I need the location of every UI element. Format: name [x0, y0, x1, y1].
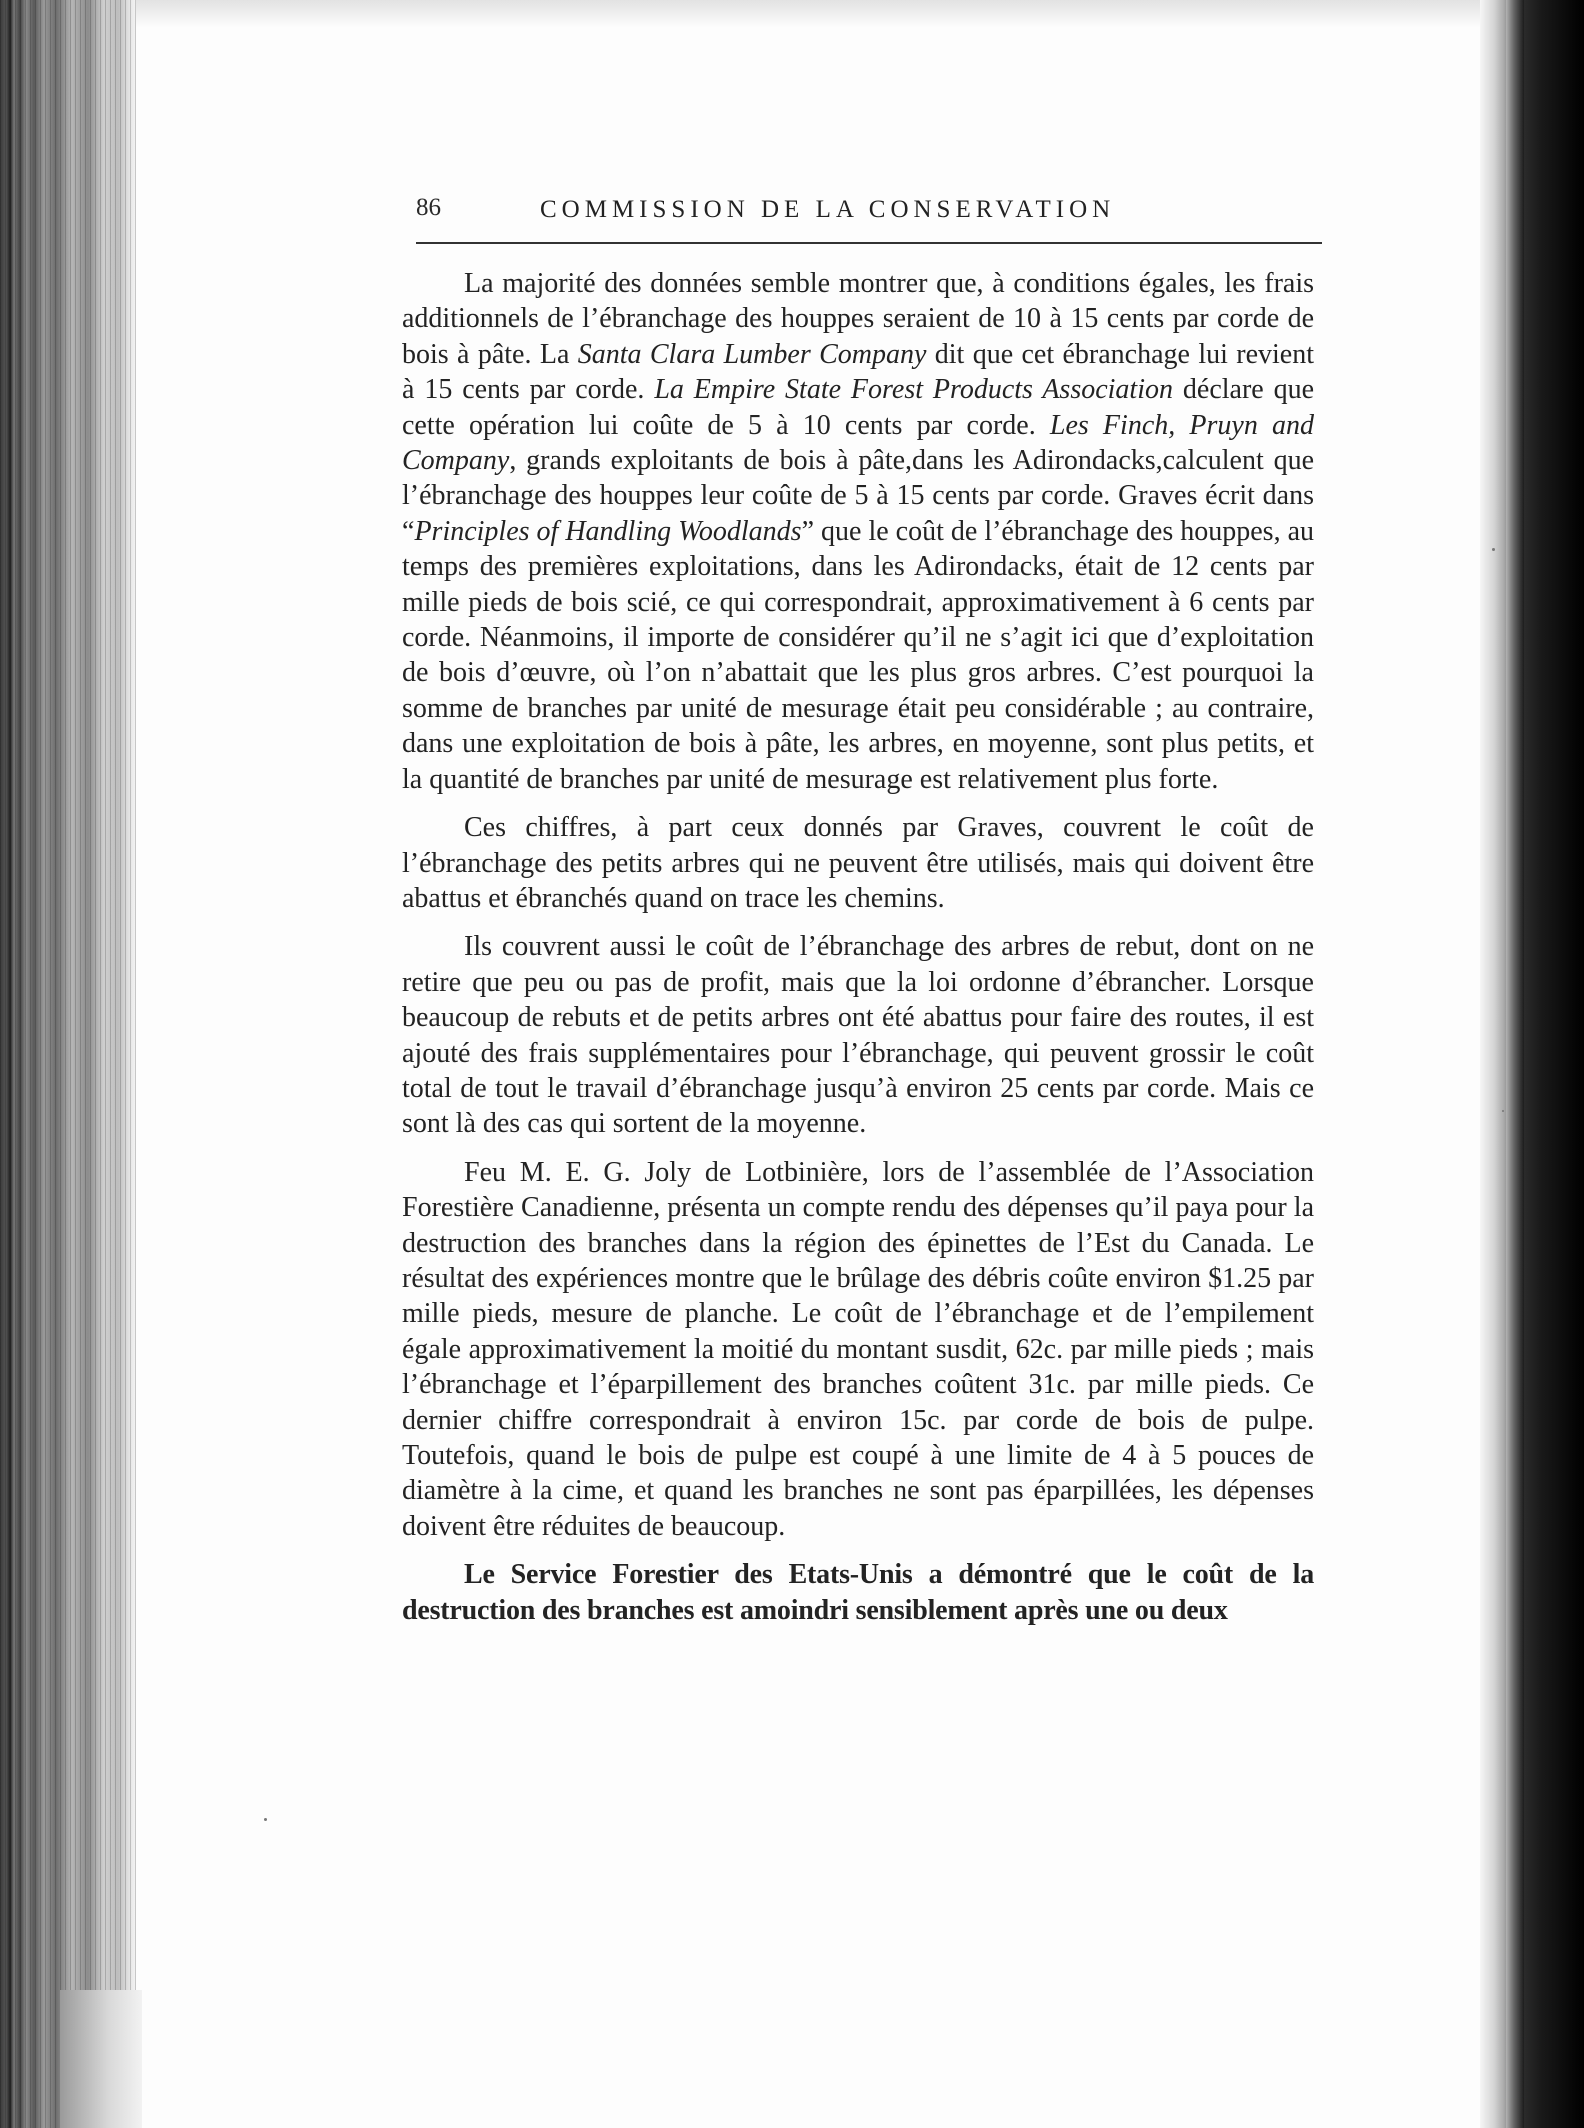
- header-rule: [416, 242, 1322, 244]
- page-stack-corner: [60, 1990, 142, 2128]
- right-page-edge: [1480, 0, 1584, 2128]
- paragraph-bold: [402, 1557, 1314, 1628]
- book-binding-edge: [0, 0, 136, 2128]
- italic-run: Les Finch, Pruyn and Company: [402, 409, 1314, 477]
- top-shadow: [136, 0, 1480, 28]
- running-title: COMMISSION DE LA CONSERVATION: [540, 196, 1116, 223]
- text-run: , grands exploitants de bois à pâte,dans les Adirondacks,calculent que l’ébranchage des houppes leur coûte de 5 à 15 cents par corde. Graves écrit dans “: [402, 445, 1314, 547]
- italic-run: Principles of Handling Woodlands: [414, 515, 802, 547]
- paragraph: [402, 929, 1314, 1141]
- text-run: Ils couvrent aussi le coût de l’ébranchage des arbres de rebut, dont on ne retire que peu ou pas de profit, mais que la loi ordonne d’ébrancher. Lorsque beaucoup de rebuts et de petits arbres ont été abattus pour faire des routes, il est ajouté des frais supplémentaires pour l’ébranchage, qui peuvent grossir le coût total de tout le travail d’ébranchage jusqu’à environ 25 cents par corde. Mais ce sont là des cas qui sortent de la moyenne.: [402, 931, 1314, 1140]
- page-number: 86: [416, 194, 441, 221]
- right-edge-strip: [1506, 0, 1524, 2128]
- italic-run: La Empire State Forest Products Association: [654, 374, 1173, 406]
- scan-speck: [1502, 1110, 1504, 1112]
- paragraph: [402, 810, 1314, 916]
- page-content: [402, 190, 1322, 1626]
- text-run: Feu M. E. G. Joly de Lotbinière, lors de l’assemblée de l’Association Forestière Canadienne, présenta un compte rendu des dépenses qu’il paya pour la destruction des branches dans la région des épinettes de l’Est du Canada. Le résultat des expériences montre que le brûlage des débris coûte environ $1.25 par mille pieds, mesure de planche. Le coût de l’ébranchage et de l’empilement égale approximativement la moitié du montant susdit, 62c. par mille pieds ; mais l’ébranchage et l’éparpillement des branches coûtent 31c. par mille pieds. Ce dernier chiffre correspondrait à environ 15c. par corde de bois de pulpe. Toutefois, quand le bois de pulpe est coupé à une limite de 4 à 5 pouces de diamètre à la cime, et quand les branches ne sont pas éparpillées, les dépenses doivent être réduites de beaucoup.: [402, 1156, 1314, 1542]
- text-run: ” que le coût de l’ébranchage des houppes, au temps des premières exploitations, dans les Adirondacks, était de 12 cents par mille pieds de bois scié, ce qui correspondrait, approximativement à 6 cents par corde. Néanmoins, il importe de considérer qu’il ne s’agit ici que d’exploitation de bois d’œuvre, où l’on n’abattait que les plus gros arbres. C’est pourquoi la somme de branches par unité de mesurage était peu considérable ; au contraire, dans une exploitation de bois à pâte, les arbres, en moyenne, sont plus petits, et la quantité de branches par unité de mesurage est relativement plus forte.: [402, 515, 1315, 795]
- text-run: déclare que cette opération lui coûte de 5 à 10 cents par corde.: [402, 374, 1315, 441]
- italic-run: Santa Clara Lumber Company: [577, 338, 927, 370]
- text-run: Le Service Forestier des Etats-Unis a démontré que le coût de la destruction des branches est amoindri sensiblement après une ou deux: [402, 1559, 1314, 1626]
- running-head: [402, 190, 1322, 238]
- text-run: dit que cet ébranchage lui revient à 15 cents par corde.: [402, 338, 1314, 406]
- paragraph: [402, 266, 1314, 797]
- body-text: [402, 266, 1314, 1641]
- text-run: La majorité des données semble montrer que, à conditions égales, les frais additionnels de l’ébranchage des houppes seraient de 10 à 15 cents par corde de bois à pâte. La: [402, 268, 1314, 370]
- scan-speck: [264, 1818, 267, 1821]
- text-run: Ces chiffres, à part ceux donnés par Graves, couvrent le coût de l’ébranchage des petits arbres qui ne peuvent être utilisés, mais qui doivent être abattus et ébranchés quand on trace les chemins.: [402, 812, 1314, 914]
- paragraph: [402, 1155, 1314, 1544]
- scan-speck: [1492, 548, 1495, 551]
